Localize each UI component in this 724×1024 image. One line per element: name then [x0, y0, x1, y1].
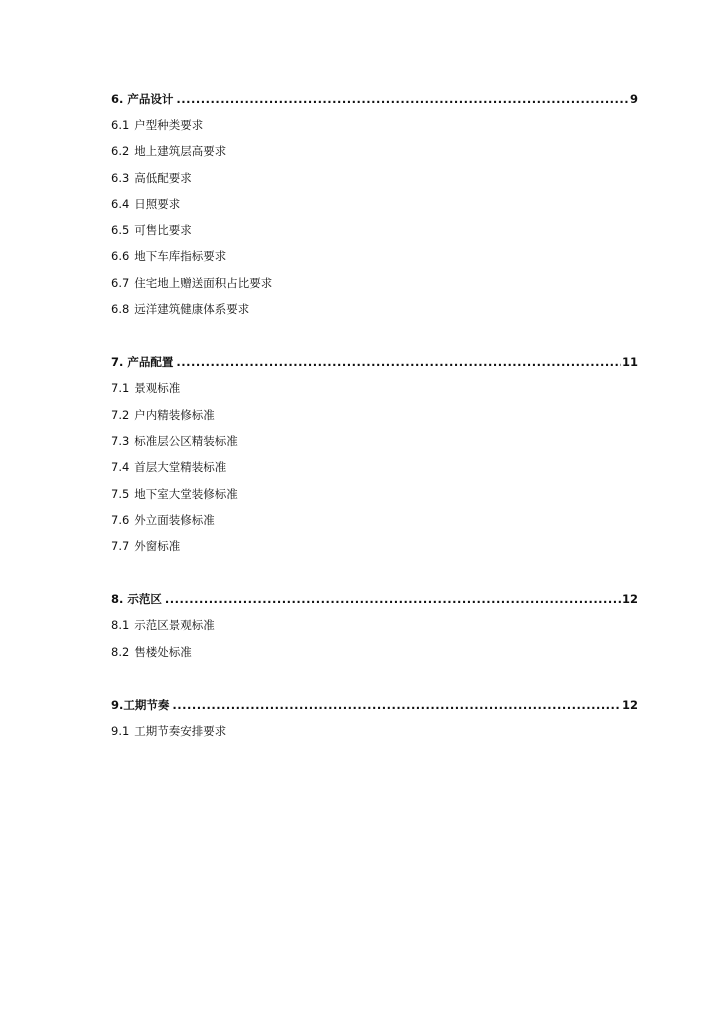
- toc-item-label: 高低配要求: [134, 170, 192, 185]
- toc-item-6-1[interactable]: [111, 112, 638, 138]
- toc-item-6-5[interactable]: [111, 217, 638, 243]
- toc-item-number: 6.1: [111, 118, 130, 132]
- toc-item-label: 户内精装修标准: [134, 407, 215, 422]
- toc-item-label: 示范区景观标准: [134, 618, 215, 633]
- toc-heading-title: 6. 产品设计: [111, 92, 174, 106]
- toc-item-label: 景观标准: [134, 381, 181, 396]
- toc-item-6-3[interactable]: [111, 165, 638, 191]
- toc-item-label: 地上建筑层高要求: [134, 144, 227, 159]
- toc-item-7-6[interactable]: [111, 507, 638, 533]
- toc-heading-title: 9.工期节奏: [111, 698, 170, 713]
- toc-item-number: 8.1: [111, 618, 130, 633]
- toc-item-9-1[interactable]: [111, 718, 638, 744]
- toc-item-number: 8.2: [111, 644, 130, 659]
- toc-section-9: [111, 692, 638, 744]
- toc-heading-title: 7. 产品配置: [111, 355, 174, 370]
- toc-item-label: 远洋建筑健康体系要求: [134, 302, 250, 317]
- toc-item-6-8[interactable]: [111, 296, 638, 322]
- toc-item-label: 外立面装修标准: [134, 512, 215, 527]
- toc-item-number: 6.2: [111, 144, 130, 159]
- toc-item-7-3[interactable]: [111, 428, 638, 454]
- toc-item-label: 地下室大堂装修标准: [134, 486, 238, 501]
- table-of-contents: [111, 86, 638, 744]
- toc-leader-dots: [176, 86, 629, 112]
- toc-item-number: 7.1: [111, 381, 130, 396]
- toc-item-number: 7.3: [111, 433, 130, 448]
- toc-item-7-5[interactable]: [111, 481, 638, 507]
- toc-item-number: 7.4: [111, 460, 130, 475]
- toc-item-8-1[interactable]: [111, 612, 638, 638]
- toc-item-7-1[interactable]: [111, 375, 638, 401]
- toc-item-label: 首层大堂精装标准: [134, 460, 227, 475]
- toc-item-8-2[interactable]: [111, 639, 638, 665]
- toc-item-label: 地下车库指标要求: [134, 249, 227, 264]
- toc-item-label: 日照要求: [134, 196, 181, 211]
- toc-item-label: 标准层公区精装标准: [134, 433, 238, 448]
- toc-heading-8[interactable]: [111, 586, 638, 612]
- toc-item-label: 售楼处标准: [134, 644, 192, 659]
- toc-page-number: 9: [629, 92, 638, 106]
- toc-heading-6[interactable]: [111, 86, 638, 112]
- toc-item-number: 6.7: [111, 275, 130, 290]
- toc-item-number: 6.6: [111, 249, 130, 264]
- toc-item-label: 住宅地上赠送面积占比要求: [134, 275, 273, 290]
- toc-leader-dots: [165, 586, 621, 612]
- toc-item-number: 7.2: [111, 407, 130, 422]
- toc-item-7-4[interactable]: [111, 454, 638, 480]
- toc-leader-dots: [172, 692, 621, 718]
- toc-item-number: 7.5: [111, 486, 130, 501]
- toc-page-number: 11: [621, 355, 638, 370]
- toc-item-label: 可售比要求: [134, 223, 192, 238]
- toc-item-number: 6.8: [111, 302, 130, 317]
- toc-page-number: 12: [621, 698, 638, 713]
- toc-item-6-4[interactable]: [111, 191, 638, 217]
- toc-item-label: 外窗标准: [134, 539, 181, 554]
- toc-item-label: 工期节奏安排要求: [134, 724, 227, 739]
- toc-item-number: 6.3: [111, 170, 130, 185]
- toc-item-number: 7.6: [111, 512, 130, 527]
- toc-heading-title: 8. 示范区: [111, 592, 162, 607]
- toc-page-number: 12: [621, 592, 638, 607]
- toc-item-label: 户型种类要求: [134, 118, 204, 132]
- toc-item-number: 6.4: [111, 196, 130, 211]
- toc-section-7: [111, 349, 638, 559]
- toc-item-6-6[interactable]: [111, 243, 638, 269]
- toc-heading-7[interactable]: [111, 349, 638, 375]
- toc-item-number: 9.1: [111, 724, 130, 739]
- toc-heading-9[interactable]: [111, 692, 638, 718]
- toc-item-number: 7.7: [111, 539, 130, 554]
- toc-leader-dots: [176, 349, 621, 375]
- toc-item-7-2[interactable]: [111, 402, 638, 428]
- toc-item-7-7[interactable]: [111, 533, 638, 559]
- toc-item-number: 6.5: [111, 223, 130, 238]
- toc-section-8: [111, 586, 638, 665]
- toc-section-6: [111, 86, 638, 322]
- toc-item-6-2[interactable]: [111, 138, 638, 164]
- toc-item-6-7[interactable]: [111, 270, 638, 296]
